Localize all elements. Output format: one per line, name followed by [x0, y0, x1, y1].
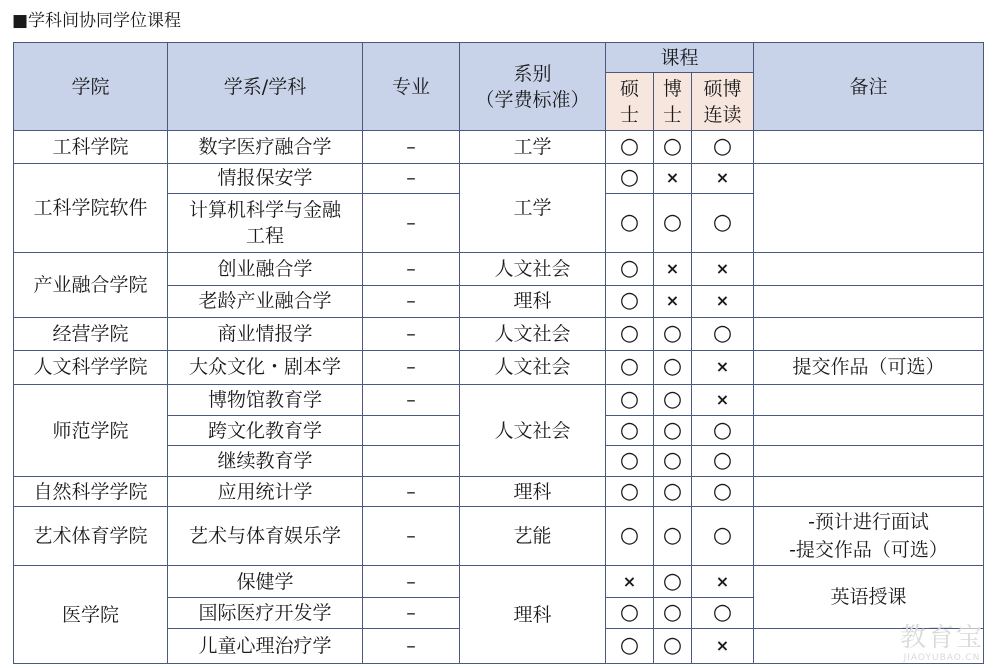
table-row — [14, 163, 984, 194]
combined-cell: ○ — [692, 597, 754, 629]
college-cell: 经营学院 — [14, 318, 168, 351]
header-combined-line2: 连读 — [703, 103, 742, 126]
header-college: 学院 — [14, 43, 168, 131]
table-row — [14, 385, 984, 416]
remark-cell: 提交作品（可选） — [754, 350, 984, 385]
remark-cell: 英语授课 — [754, 566, 984, 629]
master-cell: ○ — [606, 507, 654, 566]
header-major: 专业 — [363, 43, 460, 131]
table-caption: ■学科间协同学位课程 — [12, 11, 182, 31]
major-cell: – — [363, 597, 460, 629]
doctor-cell: ○ — [654, 446, 692, 477]
header-master — [606, 73, 654, 131]
remark-cell — [754, 131, 984, 164]
combined-cell: ○ — [692, 131, 754, 164]
doctor-cell: ○ — [654, 385, 692, 416]
doctor-cell: ○ — [654, 507, 692, 566]
master-cell: ○ — [606, 253, 654, 286]
combined-cell: × — [692, 253, 754, 286]
major-cell: – — [363, 476, 460, 507]
combined-cell: ○ — [692, 415, 754, 446]
department-cell: 数字医疗融合学 — [168, 131, 363, 164]
department-cell: 儿童心理治疗学 — [168, 629, 363, 664]
master-cell: ○ — [606, 131, 654, 164]
header-remark: 备注 — [754, 43, 984, 131]
table-row — [14, 566, 984, 598]
header-track-line2: （学费标准） — [475, 88, 590, 111]
header-doctor-line2: 士 — [662, 103, 682, 126]
track-cell: 工学 — [460, 131, 606, 164]
combined-cell: ○ — [692, 507, 754, 566]
remark-cell — [754, 318, 984, 351]
track-cell: 理科 — [460, 285, 606, 318]
doctor-cell: ○ — [654, 415, 692, 446]
department-cell: 大众文化・剧本学 — [168, 350, 363, 385]
table-row — [14, 131, 984, 164]
header-track-line1: 系别 — [513, 62, 552, 85]
college-cell: 人文科学学院 — [14, 350, 168, 385]
doctor-cell: × — [654, 285, 692, 318]
department-line1: 计算机科学与金融 — [188, 199, 341, 222]
remark-cell — [754, 385, 984, 416]
combined-cell: × — [692, 385, 754, 416]
combined-cell: × — [692, 285, 754, 318]
department-cell: 商业情报学 — [168, 318, 363, 351]
doctor-cell: ○ — [654, 476, 692, 507]
department-cell: 博物馆教育学 — [168, 385, 363, 416]
department-cell: 国际医疗开发学 — [168, 597, 363, 629]
college-cell: 工科学院 — [14, 131, 168, 164]
header-track — [460, 43, 606, 131]
watermark-main: 教育宝 — [899, 623, 984, 653]
master-cell: ○ — [606, 285, 654, 318]
header-doctor — [654, 73, 692, 131]
track-cell: 人文社会 — [460, 350, 606, 385]
combined-cell: ○ — [692, 446, 754, 477]
major-cell: – — [363, 253, 460, 286]
master-cell: ○ — [606, 597, 654, 629]
master-cell: ○ — [606, 163, 654, 194]
header-courses: 课程 — [606, 43, 754, 73]
doctor-cell: ○ — [654, 629, 692, 664]
master-cell: ○ — [606, 476, 654, 507]
doctor-cell: ○ — [654, 566, 692, 598]
master-cell: ○ — [606, 629, 654, 664]
college-cell: 医学院 — [14, 566, 168, 664]
remark-cell — [754, 163, 984, 252]
header-combined-line1: 硕博 — [703, 77, 742, 100]
college-cell: 工科学院软件 — [14, 163, 168, 252]
major-cell: – — [363, 385, 460, 416]
master-cell: ○ — [606, 350, 654, 385]
remark-cell — [754, 446, 984, 477]
header-master-line1: 硕 — [619, 77, 639, 100]
doctor-cell: ○ — [654, 131, 692, 164]
remark-cell — [754, 507, 984, 566]
combined-cell: × — [692, 163, 754, 194]
watermark-domain: JIAOYUBAO.CN — [903, 653, 981, 663]
major-cell: – — [363, 318, 460, 351]
combined-cell: × — [692, 566, 754, 598]
major-cell — [363, 446, 460, 477]
table-row — [14, 476, 984, 507]
header-doctor-line1: 博 — [662, 77, 682, 100]
doctor-cell: × — [654, 253, 692, 286]
track-cell: 理科 — [460, 566, 606, 664]
remark-line2: -提交作品（可选） — [789, 539, 948, 562]
combined-cell: ○ — [692, 476, 754, 507]
department-cell — [168, 194, 363, 253]
master-cell: ○ — [606, 194, 654, 253]
remark-cell — [754, 476, 984, 507]
track-cell: 工学 — [460, 163, 606, 252]
master-cell: ○ — [606, 385, 654, 416]
major-cell: – — [363, 629, 460, 664]
doctor-cell: ○ — [654, 318, 692, 351]
doctor-cell: ○ — [654, 597, 692, 629]
major-cell: – — [363, 194, 460, 253]
remark-cell — [754, 415, 984, 446]
table-row — [14, 350, 984, 385]
college-cell: 产业融合学院 — [14, 253, 168, 318]
combined-cell: × — [692, 350, 754, 385]
track-cell: 人文社会 — [460, 385, 606, 477]
major-cell — [363, 415, 460, 446]
department-cell: 创业融合学 — [168, 253, 363, 286]
department-cell: 应用统计学 — [168, 476, 363, 507]
doctor-cell: ○ — [654, 350, 692, 385]
track-cell: 人文社会 — [460, 253, 606, 286]
doctor-cell: × — [654, 163, 692, 194]
table-row — [14, 318, 984, 351]
department-cell: 情报保安学 — [168, 163, 363, 194]
major-cell: – — [363, 285, 460, 318]
remark-line1: -预计进行面试 — [808, 511, 929, 534]
header-row-1 — [14, 43, 984, 73]
department-cell: 老龄产业融合学 — [168, 285, 363, 318]
combined-cell: ○ — [692, 318, 754, 351]
table-row — [14, 507, 984, 566]
header-combined — [692, 73, 754, 131]
major-cell: – — [363, 566, 460, 598]
track-cell: 理科 — [460, 476, 606, 507]
master-cell: ○ — [606, 446, 654, 477]
header-master-line2: 士 — [619, 103, 639, 126]
remark-cell — [754, 253, 984, 286]
master-cell: × — [606, 566, 654, 598]
master-cell: ○ — [606, 415, 654, 446]
remark-cell — [754, 629, 984, 664]
college-cell: 艺术体育学院 — [14, 507, 168, 566]
college-cell: 自然科学学院 — [14, 476, 168, 507]
track-cell: 人文社会 — [460, 318, 606, 351]
combined-cell: × — [692, 629, 754, 664]
department-cell: 跨文化教育学 — [168, 415, 363, 446]
college-cell: 师范学院 — [14, 385, 168, 477]
header-department: 学系/学科 — [168, 43, 363, 131]
combined-cell: ○ — [692, 194, 754, 253]
major-cell: – — [363, 163, 460, 194]
major-cell: – — [363, 131, 460, 164]
joint-degree-table — [13, 42, 984, 664]
track-cell: 艺能 — [460, 507, 606, 566]
table-row — [14, 253, 984, 286]
remark-cell — [754, 285, 984, 318]
department-line2: 工程 — [245, 225, 284, 248]
master-cell: ○ — [606, 318, 654, 351]
department-cell: 保健学 — [168, 566, 363, 598]
major-cell: – — [363, 350, 460, 385]
department-cell: 继续教育学 — [168, 446, 363, 477]
major-cell: – — [363, 507, 460, 566]
department-cell: 艺术与体育娱乐学 — [168, 507, 363, 566]
doctor-cell: ○ — [654, 194, 692, 253]
